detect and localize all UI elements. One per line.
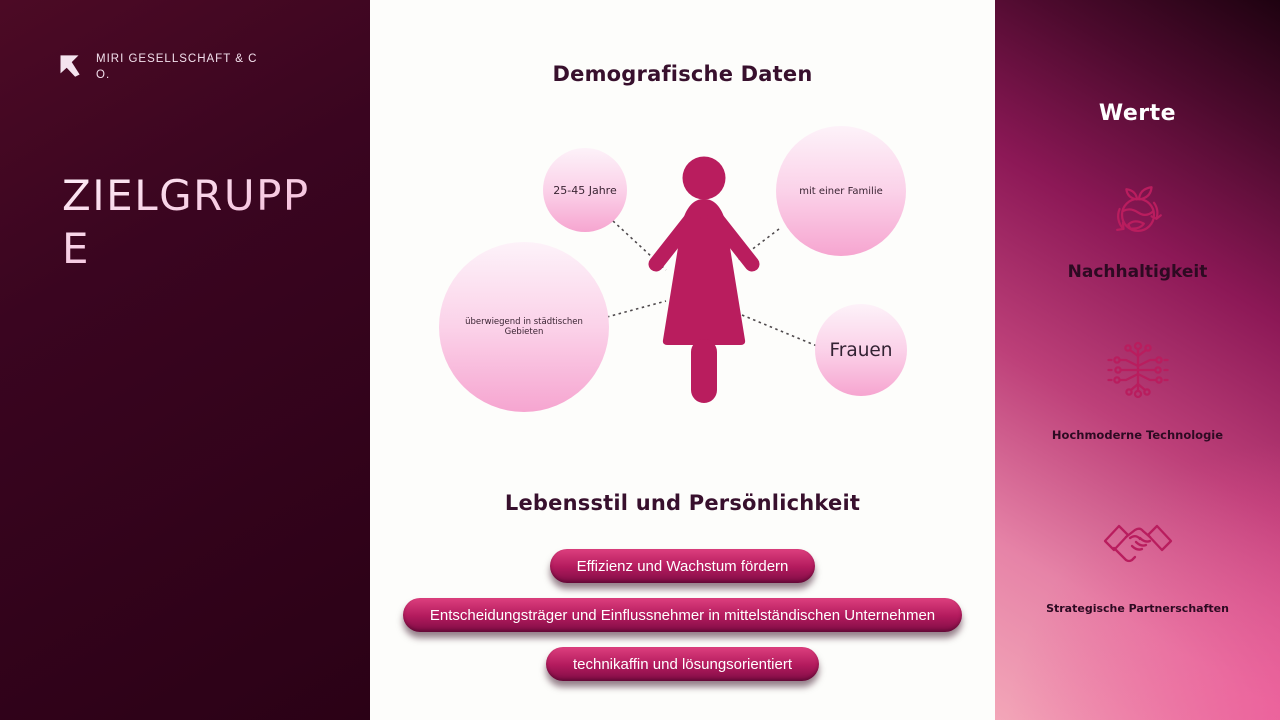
woman-silhouette-icon xyxy=(645,155,763,405)
pill-tech-savvy: technikaffin und lösungsorientiert xyxy=(546,647,819,681)
bubble-age-label: 25-45 Jahre xyxy=(553,183,617,197)
slide-title-line2: E xyxy=(62,224,91,274)
value-label-partnerships: Strategische Partnerschaften xyxy=(1046,602,1229,615)
brand-name xyxy=(96,52,257,83)
bubble-age xyxy=(543,148,627,232)
sustainability-globe-icon xyxy=(1107,180,1169,242)
value-label-sustainability: Nachhaltigkeit xyxy=(1067,262,1208,282)
bubble-family-label: mit einer Familie xyxy=(799,185,883,197)
bubble-family xyxy=(776,126,906,256)
value-item-partnerships xyxy=(995,516,1280,615)
content-card xyxy=(370,0,995,720)
bubble-women xyxy=(815,304,907,396)
pill-decision-makers: Entscheidungsträger und Einflussnehmer in mittelständischen Unternehmen xyxy=(403,598,962,632)
pill-efficiency: Effizienz und Wachstum fördern xyxy=(550,549,816,583)
left-panel xyxy=(0,0,370,720)
slide-title xyxy=(62,170,352,276)
values-heading: Werte xyxy=(1098,101,1177,126)
value-item-technology xyxy=(995,336,1280,442)
lifestyle-heading: Lebensstil und Persönlichkeit xyxy=(504,491,861,515)
bubble-urban xyxy=(439,242,609,412)
bubble-women-label: Frauen xyxy=(829,339,893,361)
lifestyle-pills xyxy=(370,549,995,681)
value-label-technology: Hochmoderne Technologie xyxy=(1051,428,1224,442)
cursor-arrow-icon xyxy=(56,52,83,79)
slide-title-line1: ZIELGRUPP xyxy=(62,171,310,221)
bubble-urban-label: überwiegend in städtischen Gebieten xyxy=(465,317,583,337)
brand-name-line2: O. xyxy=(96,68,111,81)
values-panel xyxy=(995,0,1280,720)
brand xyxy=(56,52,257,83)
brand-name-line1: MIRI GESELLSCHAFT & C xyxy=(96,53,258,65)
value-item-sustainability xyxy=(995,180,1280,282)
demographics-heading: Demografische Daten xyxy=(552,62,813,86)
handshake-icon xyxy=(1102,516,1174,572)
circuit-chip-icon xyxy=(1104,336,1172,404)
